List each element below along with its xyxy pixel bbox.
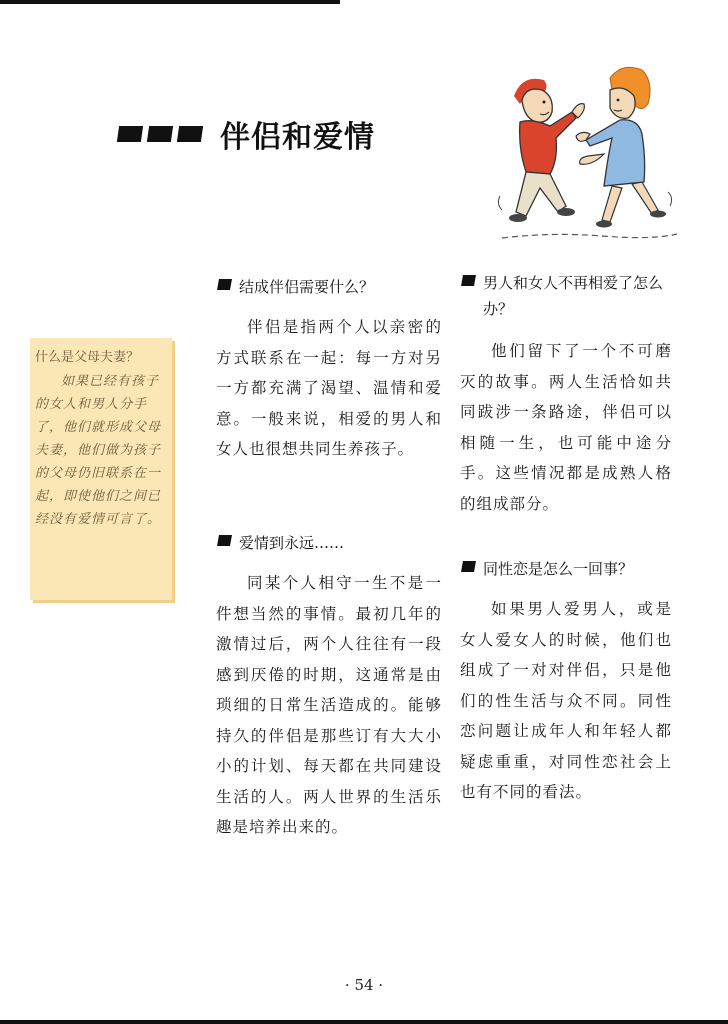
section-heading: 同性恋是怎么一回事？ [460,556,672,582]
section-heading: 男人和女人不再相爱了怎么办？ [460,270,672,322]
section-body: 如果男人爱男人，或是女人爱女人的时候，他们也组成了一对对伴侣，只是他们的性生活与众不同。同性恋问题让成年人和年轻人都疑虑重重，对同性恋社会上也有不同的看法。 [460,600,672,801]
section-homosexuality [460,556,672,808]
couple-illustration [492,56,682,246]
sidebar-note [30,338,172,600]
square-bullet-icon [217,535,232,546]
chapter-heading [118,112,375,156]
square-bullet-icon [217,279,232,290]
page-title: 伴侣和爱情 [220,120,375,155]
section-no-longer-in-love [460,270,672,519]
section-partnership-needs [216,274,442,465]
section-body: 同某个人相守一生不是一件想当然的事情。最初几年的激情过后，两个人往往有一段感到厌倦的时期，这通常是由琐细的日常生活造成的。能够持久的伴侣是那些订有大大小小的计划、每天都在共同建设生活的人。两人世界的生活乐趣是培养出来的。 [216,574,442,836]
bottom-rule [0,1020,728,1024]
section-body: 他们留下了一个不可磨灭的故事。两人生活恰如共同跋涉一条路途，伴侣可以相随一生，也可能中途分手。这些情况都是成熟人格的组成部分。 [460,342,672,513]
page-number: · 54 · [344,976,384,994]
section-love-forever [216,530,442,843]
title-blocks-decoration [118,126,202,142]
section-body: 伴侣是指两个人以亲密的方式联系在一起：每一方对另一方都充满了渴望、温情和爱意。一般来说，相爱的男人和女人也很想共同生养孩子。 [216,318,442,458]
section-heading: 爱情到永远…… [216,530,442,556]
top-rule [0,0,340,4]
sidebar-answer: 如果已经有孩子的女人和男人分手了，他们就形成父母夫妻，他们做为孩子的父母仍旧联系在一起，即使他们之间已经没有爱情可言了。 [35,374,162,527]
sidebar-question: 什么是父母夫妻？ [35,350,140,365]
square-bullet-icon [461,275,476,286]
section-heading: 结成伴侣需要什么？ [216,274,442,300]
square-bullet-icon [461,561,476,572]
